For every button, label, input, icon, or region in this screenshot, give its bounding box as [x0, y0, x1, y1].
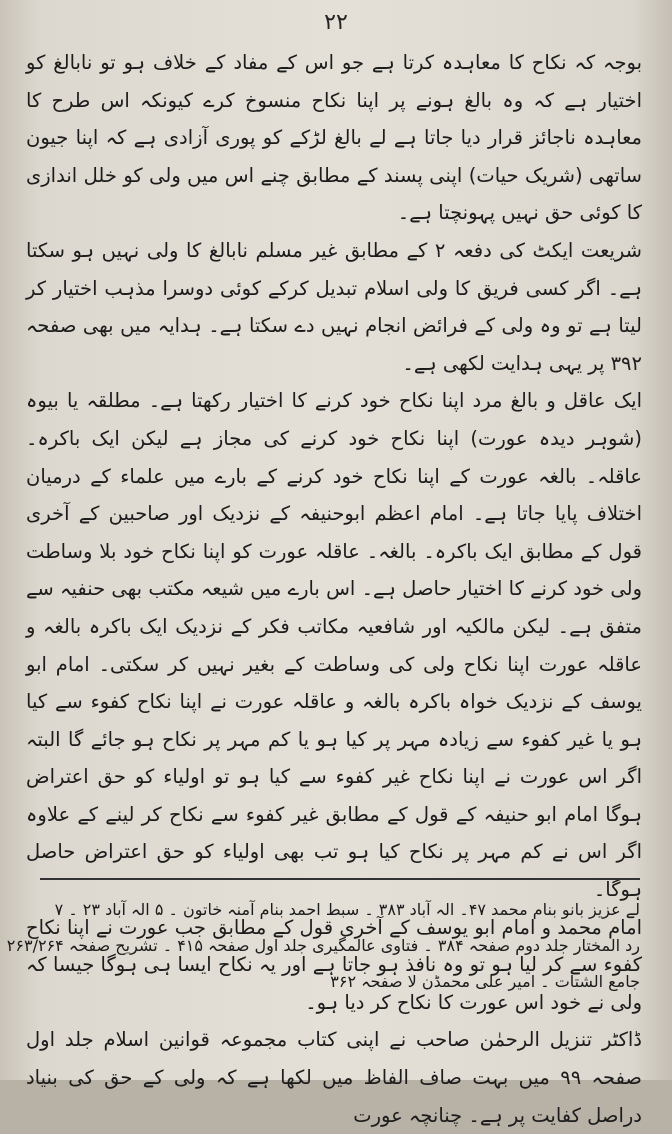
paragraph: ایک عاقل و بالغ مرد اپنا نکاح خود کرنے کا اختیار رکھتا ہے۔ مطلقہ یا بیوہ (شوہر دیدہ عورت) اپنا نکاح خود کرنے کی مجاز ہے لیکن ایک باکرہ۔ عاقلہ۔ بالغہ عورت کے اپنا نکاح خود کرنے کے بارے میں علماء کے درمیان اختلاف پایا جاتا ہے۔ امام اعظم ابوحنیفہ کے نزدیک اور صاحبین کے آخری قول کے مطابق ایک باکرہ۔ بالغہ۔ عاقلہ عورت کو اپنا نکاح خود بلا وساطت ولی خود کرنے کا اختیار حاصل ہے۔ اس بارے میں شیعہ مکتب بھی حنفیہ سے متفق ہے۔ لیکن مالکیہ اور شافعیہ مکاتب فکر کے نزدیک ایک باکرہ بالغہ و عاقلہ عورت اپنا نکاح ولی کی وساطت کے بغیر نہیں کر سکتی۔ امام ابو یوسف کے نزدیک خواہ باکرہ بالغہ و عاقلہ عورت نے اپنا نکاح کفوء سے کیا ہو یا غیر کفوء سے زیادہ مہر پر کیا ہو یا کم مہر پر نکاح ہو جائے گا البتہ اگر اس عورت نے اپنا نکاح غیر کفوء سے کیا ہو تو اولیاء کو حق اعتراض ہوگا امام ابو حنیفہ کے قول کے مطابق غیر کفوء سے نکاح کر لینے کے علاوہ اگر اس نے کم مہر پر نکاح کیا ہو تب بھی اولیاء کو حق اعتراض حاصل ہوگا۔: [26, 389, 642, 902]
footnote-line: جامع الشتات ۔ امیر علی محمڈن لا صفحہ ۳۶۲: [330, 972, 640, 991]
paragraph: ڈاکٹر تنزیل الرحمٰن صاحب نے اپنی کتاب مجموعہ قوانین اسلام جلد اول صفحہ ۹۹ میں بہت صاف الفاظ میں لکھا ہے کہ ولی کے حق کی بنیاد دراصل کفایت پر ہے۔ چنانچہ عورت: [26, 1028, 642, 1127]
paragraph: امام محمد و امام ابو یوسف کے آخری قول کے مطابق جب عورت نے اپنا نکاح کفوء سے کر لیا ہو تو وہ نافذ ہو جاتا ہے اور یہ نکاح ایسا ہی ہوگا جیسا کہ ولی نے خود اس عورت کا نکاح کر دیا ہو۔: [26, 915, 642, 1014]
paragraph: بوجہ کہ نکاح کا معاہدہ کرتا ہے جو اس کے مفاد کے خلاف ہو تو نابالغ کو اختیار ہے کہ وہ بالغ ہونے پر اپنا نکاح منسوخ کرے کیونکہ اس طرح کا معاہدہ ناجائز قرار دیا جاتا ہے لے بالغ لڑکے کو پوری آزادی ہے کہ اپنا جیون ساتھی (شریک حیات) اپنی پسند کے مطابق چنے اس میں ولی کو خلل اندازی کا کوئی حق نہیں پہونچتا ہے۔: [26, 51, 642, 225]
paragraph: شریعت ایکٹ کی دفعہ ۲ کے مطابق غیر مسلم نابالغ کا ولی نہیں ہو سکتا ہے۔ اگر کسی فریق کا ولی اسلام تبدیل کرکے کوئی دوسرا مذہب اختیار کر لیتا ہے تو وہ ولی کے فرائض انجام نہیں دے سکتا ہے۔ ہدایہ میں بھی صفحہ ۳۹۲ پر یہی ہدایت لکھی ہے۔: [26, 238, 642, 375]
footnotes: [6, 892, 640, 1000]
footnote-divider: [40, 878, 640, 880]
footnote-line: رد المختار جلد دوم صفحہ ۳۸۴ ۔ فتاوی عالمگیری جلد اول صفحہ ۴۱۵ ۔ تشریح صفحہ ۲۶۳/۲۶۴: [6, 936, 640, 955]
page-number: ۲۲: [324, 10, 348, 35]
footnote-line: لے عزیز بانو بنام محمد ۴۷۔ الہ آباد ۳۸۳ ۔ سبط احمد بنام آمنہ خاتون ۔ ۵ الہ آباد ۲۳ ۔ ۷: [54, 900, 640, 919]
